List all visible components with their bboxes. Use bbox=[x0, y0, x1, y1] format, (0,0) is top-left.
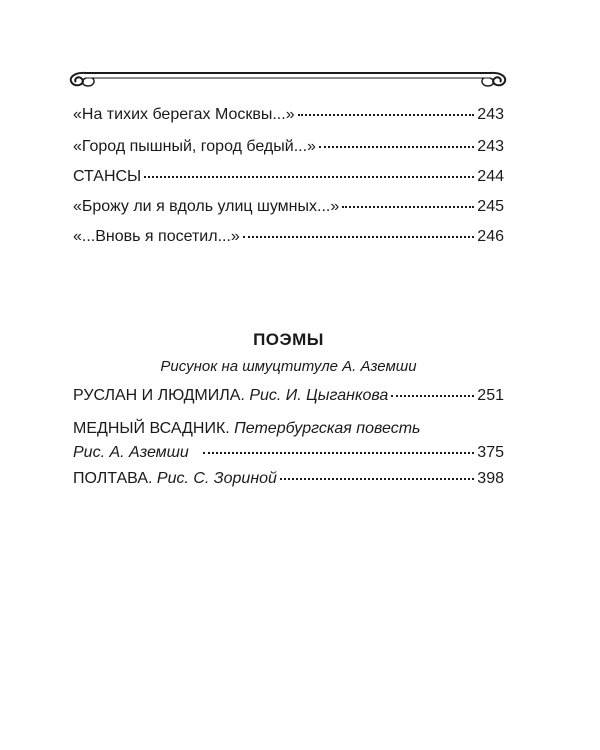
toc-entry bbox=[73, 106, 504, 126]
toc-entry-bronze-title-line bbox=[73, 420, 420, 438]
toc-entry-page: 398 bbox=[477, 470, 504, 487]
toc-entry-title bbox=[73, 387, 388, 405]
dot-leader bbox=[280, 474, 474, 480]
toc-entry-title: «Брожу ли я вдоль улиц шумных...» bbox=[73, 198, 340, 215]
toc-entry bbox=[73, 198, 504, 218]
dot-leader bbox=[391, 391, 474, 397]
toc-entry-page: 245 bbox=[477, 198, 504, 215]
toc-entry-title: «На тихих берегах Москвы...» bbox=[73, 106, 295, 123]
toc-entry-title: «...Вновь я посетил...» bbox=[73, 228, 240, 245]
toc-entry bbox=[73, 138, 504, 158]
poem-subtitle: Петербургская повесть bbox=[234, 420, 421, 437]
dot-leader bbox=[319, 142, 474, 148]
toc-entry-page: 251 bbox=[477, 387, 504, 404]
illustrator-credit: Рис. А. Аземши bbox=[73, 444, 189, 461]
toc-poems-list bbox=[73, 387, 504, 407]
toc-entry bbox=[73, 168, 504, 188]
toc-entry-title: «Город пышный, город бедый...» bbox=[73, 138, 316, 155]
toc-entry-page: 243 bbox=[477, 138, 504, 155]
toc-entry-bronze-credit-line bbox=[73, 444, 504, 464]
toc-entry-poltava bbox=[73, 470, 504, 490]
toc-entry bbox=[73, 444, 504, 464]
toc-entry-page: 375 bbox=[477, 444, 504, 461]
poem-title: МЕДНЫЙ ВСАДНИК. bbox=[73, 420, 230, 437]
section-subheading: Рисунок на шмуцтитуле А. Аземши bbox=[160, 358, 417, 375]
illustrator-credit: Рис. С. Зориной bbox=[156, 470, 277, 487]
toc-entry-title bbox=[73, 470, 277, 488]
poem-title: РУСЛАН И ЛЮДМИЛА. bbox=[73, 387, 245, 404]
poem-title: ПОЛТАВА. bbox=[73, 470, 153, 487]
dot-leader bbox=[342, 202, 474, 208]
section-heading: ПОЭМЫ bbox=[253, 330, 324, 349]
toc-entry-title: СТАНСЫ bbox=[73, 168, 142, 185]
toc-entry bbox=[73, 228, 504, 248]
illustrator-credit: Рис. И. Цыганкова bbox=[249, 387, 389, 404]
toc-entry-page: 246 bbox=[477, 228, 504, 245]
toc-entry-page: 244 bbox=[477, 168, 504, 185]
toc-top-list bbox=[73, 106, 504, 248]
toc-entry-ruslan bbox=[73, 387, 504, 407]
dot-leader bbox=[298, 110, 475, 116]
toc-entry bbox=[73, 470, 504, 490]
toc-entry-title bbox=[73, 444, 189, 462]
dot-leader bbox=[203, 448, 474, 454]
dot-leader bbox=[243, 232, 475, 238]
dot-leader bbox=[144, 172, 474, 178]
toc-entry-page: 243 bbox=[477, 106, 504, 123]
scroll-rule-ornament-icon bbox=[64, 62, 512, 90]
